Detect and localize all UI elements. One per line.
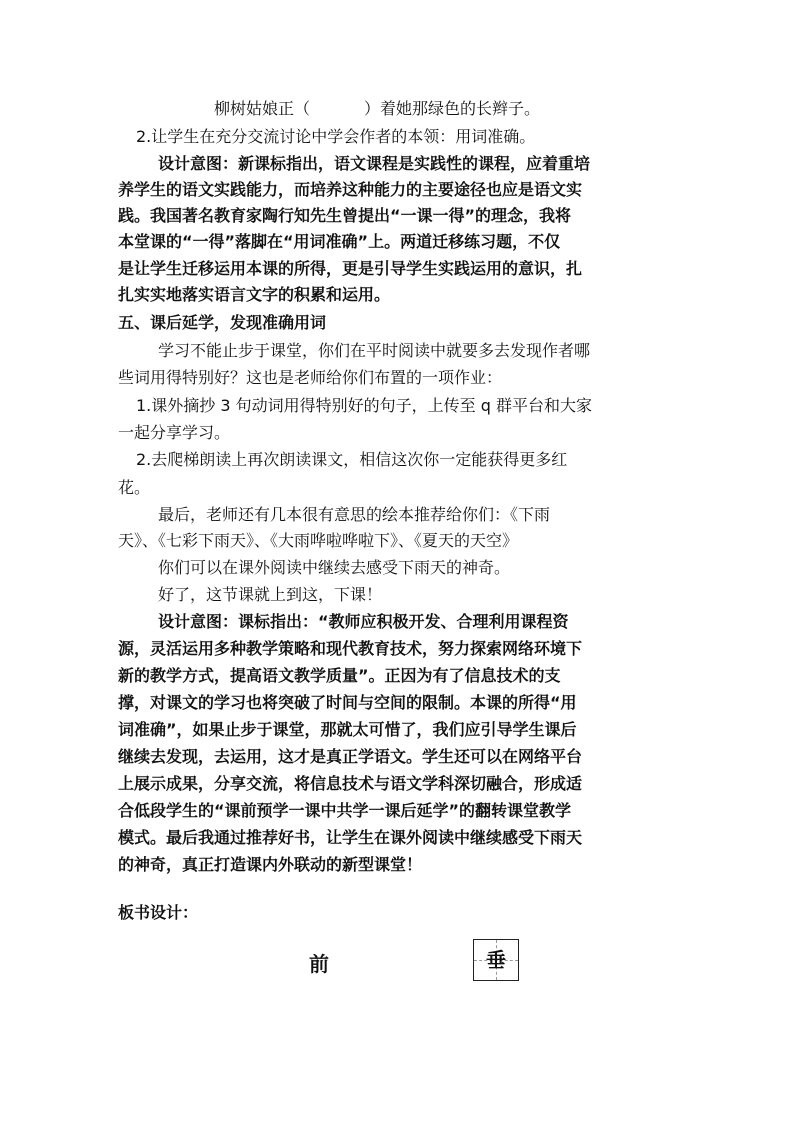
character-grid-box (473, 939, 519, 981)
design-intent-1-line-3: 践。我国著名教育家陶行知先生曾提出“一课一得”的理念，我将 (118, 206, 572, 225)
homework-intro-line-1: 学习不能止步于课堂，你们在平时阅读中就要多去发现作者哪 (158, 341, 591, 360)
design-intent-1-line-1: 设计意图：新课标指出，语文课程是实践性的课程，应着重培 (158, 154, 591, 173)
design-intent-2-line-5: 词准确”，如果止步于课堂，那就太可惜了，我们应引导学生课后 (118, 720, 577, 739)
homework-1-line-2: 一起分享学习。 (118, 423, 231, 442)
section-5-heading: 五、课后延学，发现准确用词 (118, 313, 327, 332)
exercise-prefix: 柳树姑娘正（ (214, 99, 311, 118)
design-intent-2-line-10: 的神奇，真正打造课内外联动的新型课堂！ (118, 855, 423, 874)
design-intent-2-line-4: 撑，对课文的学习也将突破了时间与空间的限制。本课的所得“用 (118, 693, 577, 712)
reading-suggestion: 你们可以在课外阅读中继续去感受下雨天的神奇。 (158, 558, 511, 577)
board-design-title: 板书设计： (118, 903, 199, 922)
board-character: 垂 (486, 948, 506, 972)
closing-line: 好了，这节课就上到这，下课！ (158, 585, 383, 604)
design-intent-1-line-2: 养学生的语文实践能力，而培养这种能力的主要途径也应是语文实 (118, 180, 583, 199)
design-intent-1-line-5: 是让学生迁移运用本课的所得，更是引导学生实践运用的意识，扎 (118, 259, 583, 278)
teaching-goal-2: 2.让学生在充分交流讨论中学会作者的本领：用词准确。 (136, 127, 536, 146)
design-intent-2-line-7: 上展示成果，分享交流，将信息技术与语文学科深切融合，形成适 (118, 774, 583, 793)
board-word-left: 前 (309, 952, 329, 976)
design-intent-1-line-4: 本堂课的“一得”落脚在“用词准确”上。两道迁移练习题，不仅 (118, 232, 561, 251)
book-recommendation-line-1: 最后，老师还有几本很有意思的绘本推荐给你们：《下雨 (158, 505, 551, 524)
exercise-suffix: ）着她那绿色的长辫子。 (364, 99, 541, 118)
homework-2-line-2: 花。 (118, 478, 151, 497)
design-intent-2-line-2: 源，灵活运用多种教学策略和现代教育技术，努力探索网络环境下 (118, 639, 583, 658)
homework-2-line-1: 2.去爬梯朗读上再次朗读课文，相信这次你一定能获得更多红 (136, 450, 568, 469)
exercise-sentence (214, 96, 540, 122)
homework-1-line-1: 1.课外摘抄 3 句动词用得特别好的句子，上传至 q 群平台和大家 (136, 396, 592, 415)
design-intent-2-line-9: 模式。最后我通过推荐好书，让学生在课外阅读中继续感受下雨天 (118, 828, 583, 847)
homework-intro-line-2: 些词用得特别好？这也是老师给你们布置的一项作业： (118, 368, 503, 387)
design-intent-1-line-6: 扎实实地落实语言文字的积累和运用。 (118, 285, 391, 304)
design-intent-2-line-8: 合低段学生的“课前预学一课中共学一课后延学”的翻转课堂教学 (118, 801, 572, 820)
design-intent-2-line-6: 继续去发现，去运用，这才是真正学语文。学生还可以在网络平台 (118, 747, 583, 766)
design-intent-2-line-3: 新的教学方式，提高语文教学质量”。正因为有了信息技术的支 (118, 666, 561, 685)
book-recommendation-line-2: 天》、《七彩下雨天》、《大雨哗啦哗啦下》、《夏天的天空》 (118, 531, 519, 550)
design-intent-2-line-1: 设计意图：课标指出：“教师应积极开发、合理利用课程资 (158, 612, 569, 631)
